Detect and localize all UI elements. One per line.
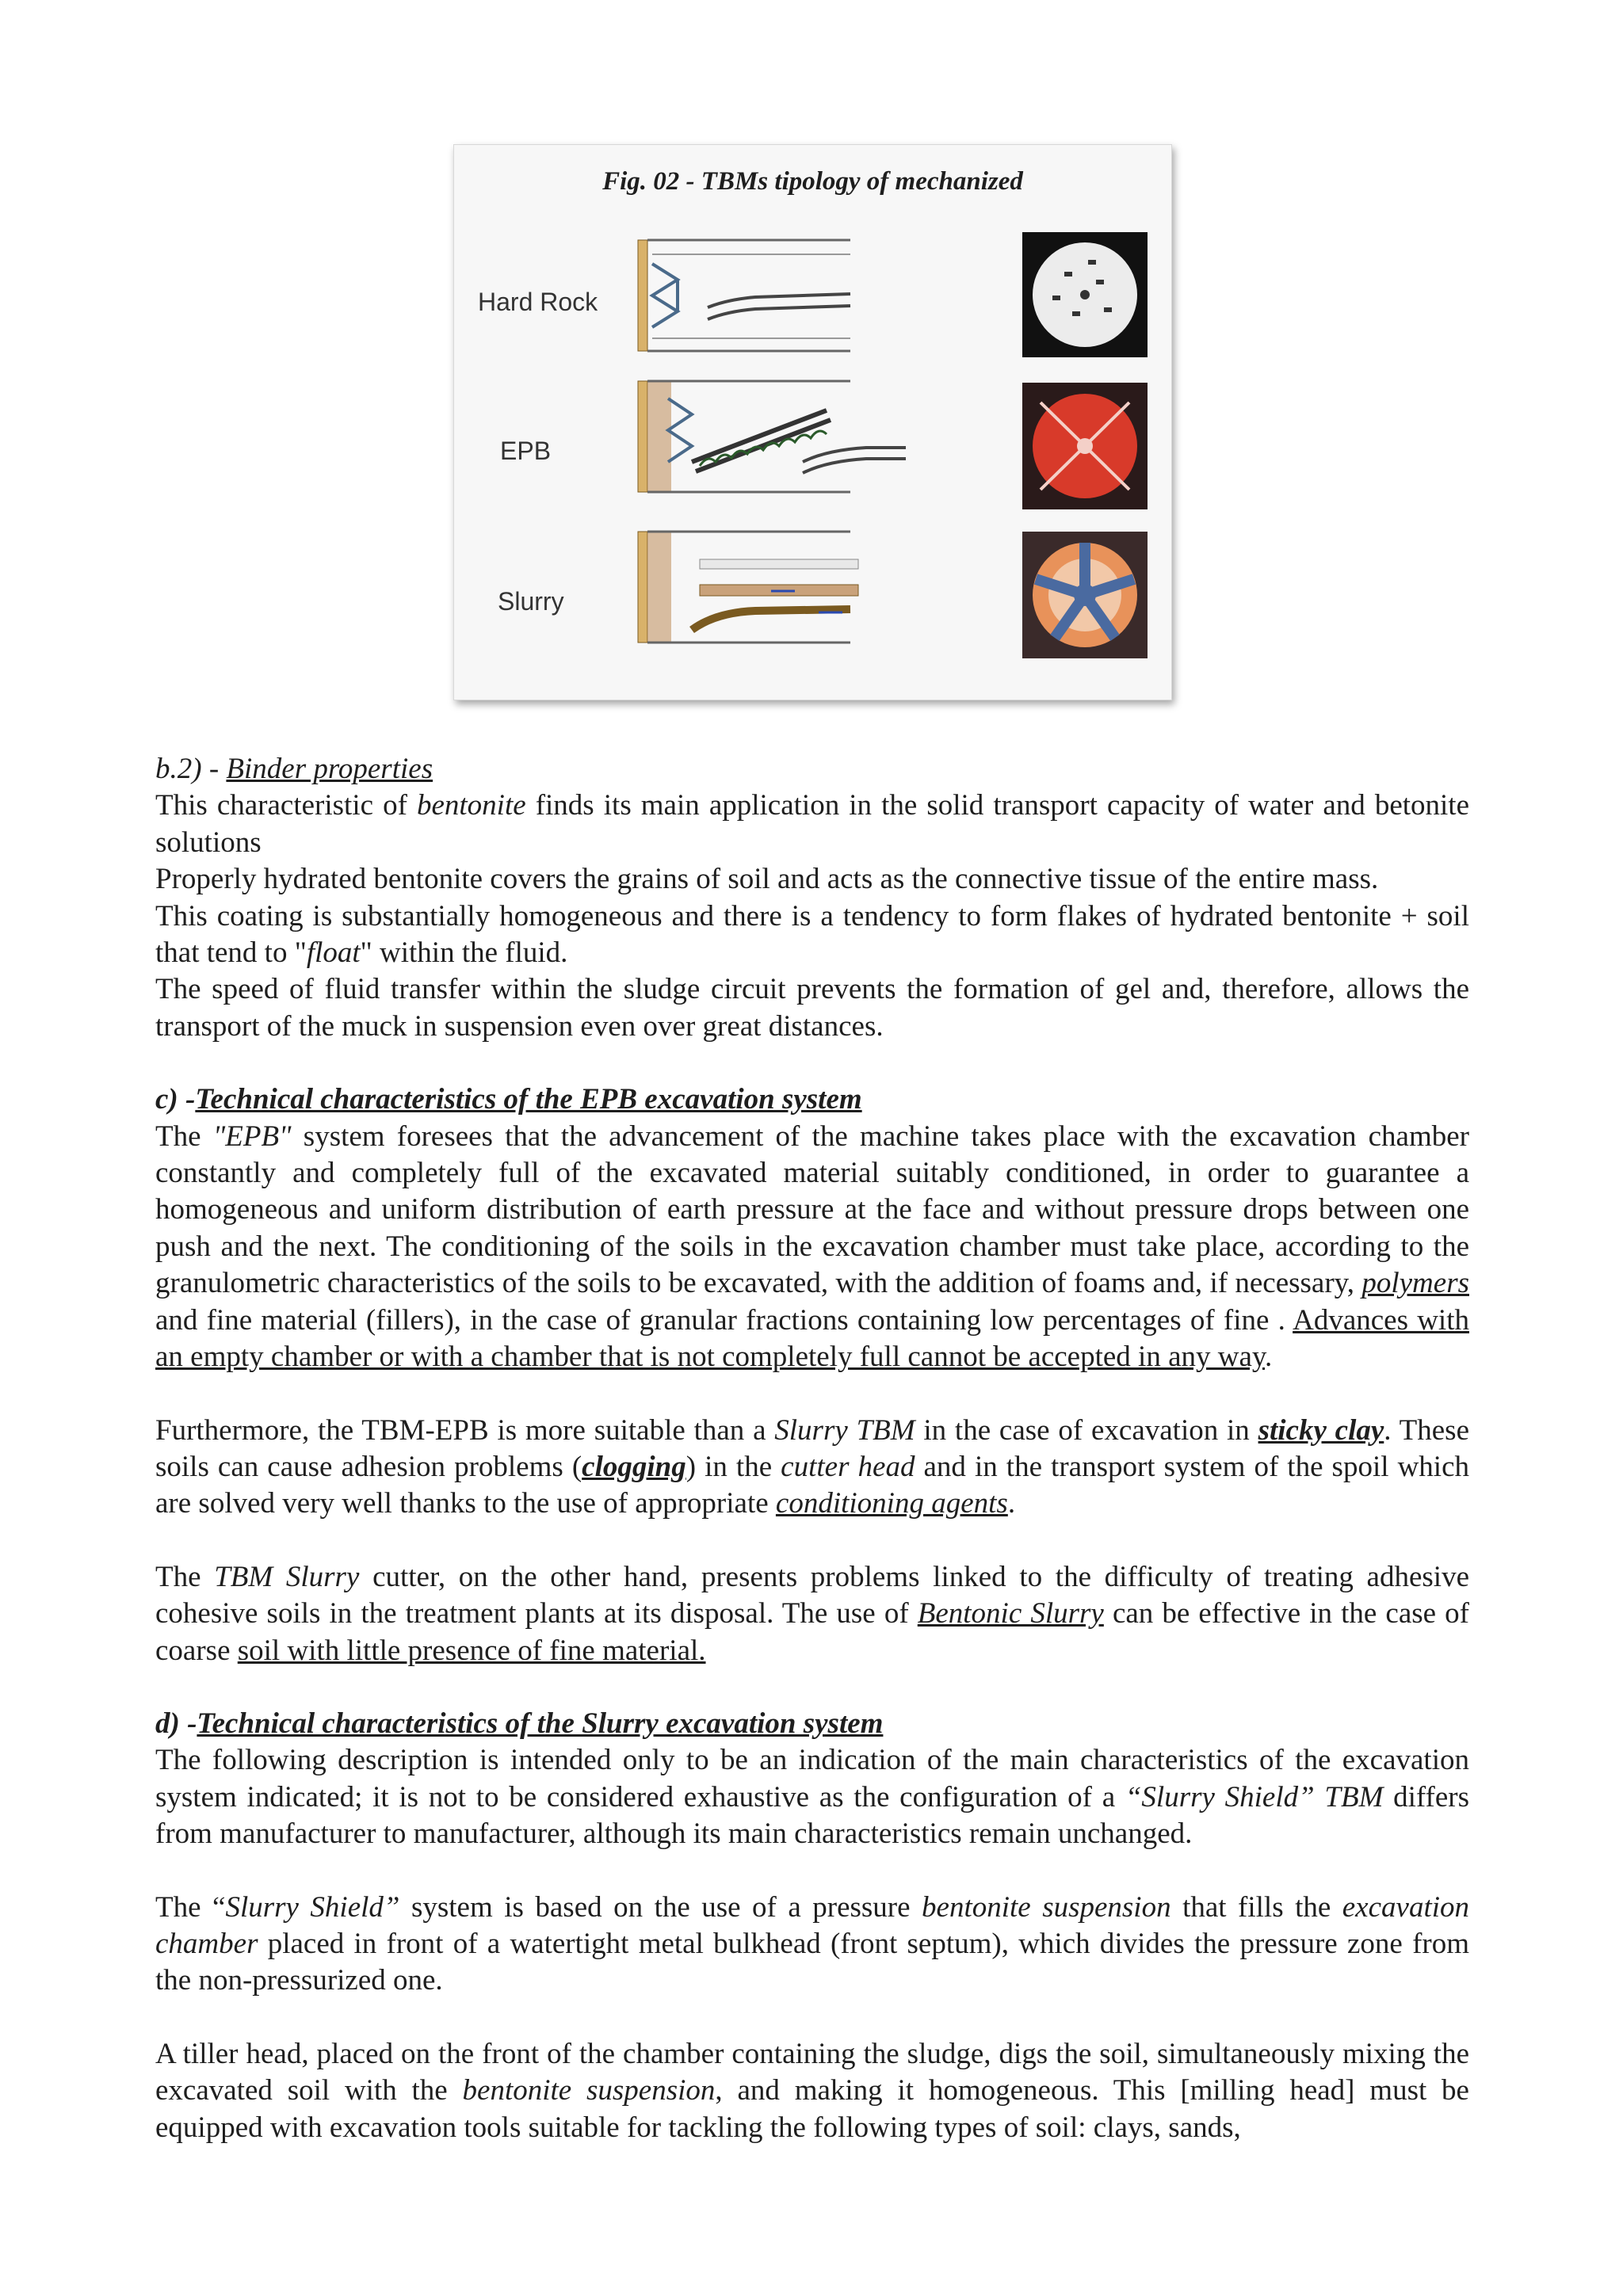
- text-run: " within the fluid.: [360, 936, 568, 970]
- epb-cutterhead-photo: [1022, 383, 1148, 509]
- c-heading: [155, 1081, 1469, 1118]
- text-run: system is based on the use of a pressure: [399, 1890, 922, 1924]
- c-paragraph-1: [155, 1119, 1469, 1376]
- d-prefix: d) -: [155, 1707, 197, 1740]
- text-run: in the case of excavation in: [915, 1413, 1258, 1447]
- c-paragraph-3: [155, 1559, 1469, 1669]
- text-run: Slurry TBM: [774, 1413, 915, 1447]
- text-run: Advances with an empty chamber or with a chamber that is not completely full cannot be accepted in any way: [155, 1303, 1469, 1374]
- text-run: TBM Slurry: [214, 1560, 360, 1593]
- text-run: Bentonic Slurry: [917, 1597, 1104, 1630]
- b2-heading: [155, 751, 1469, 788]
- text-run: system foresees that the advancement of the machine takes place with the excavation chamber constantly and completely full of the excavated material suitably conditioned, in order to guarantee a homogeneous and uniform distribution of earth pressure at the face and without pressure drops between one push and the next. The conditioning of the soils in the excavation chamber must take place, according to the granulometric characteristics of the soils to be excavated, with the addition of foams and, if necessary,: [155, 1119, 1469, 1300]
- text-run: The following description is intended only to be an indication of the main characteristics of the excavation system indicated; it is not to be considered exhaustive as the configuration of a: [155, 1744, 1469, 1814]
- text-run: clogging: [582, 1450, 686, 1483]
- text-run: Slurry Shield”: [225, 1890, 400, 1924]
- b2-paragraph-2: Properly hydrated bentonite covers the grains of soil and acts as the connective tissue of the entire mass.: [155, 863, 1379, 896]
- text-run: cutter, on the other hand, presents problems linked to the difficulty of treating adhesive cohesive soils in the treatment plants at its disposal. The use of: [155, 1560, 1469, 1630]
- text-run: sticky clay: [1258, 1413, 1384, 1447]
- text-run: finds its main application in the solid transport capacity of water and betonite solutions: [155, 789, 1470, 859]
- hard-rock-cutterhead-photo: [1022, 232, 1148, 357]
- text-run: bentonite suspension: [922, 1890, 1171, 1924]
- d-heading: [155, 1706, 1469, 1742]
- d-paragraph-3: [155, 2036, 1469, 2146]
- b2-title: Binder properties: [226, 753, 433, 785]
- d-title: Technical characteristics of the Slurry excavation system: [197, 1707, 884, 1740]
- text-run: differs from manufacturer to manufacturer, although its main characteristics remain unchanged.: [155, 1780, 1469, 1851]
- text-run: The: [155, 1119, 213, 1153]
- text-run: cutter head: [781, 1450, 915, 1483]
- text-run: conditioning agents: [775, 1487, 1008, 1520]
- b2-paragraph-1: [155, 788, 1469, 861]
- section-b2: [155, 751, 1469, 2146]
- tbm-diagrams: [454, 145, 1171, 700]
- tbm-typology-figure: [453, 144, 1172, 700]
- b2-paragraph-4: The speed of fluid transfer within the sludge circuit prevents the formation of gel and, therefore, allows the transport of the muck in suspension even over great distances.: [155, 973, 1469, 1043]
- text-run: and in the transport system of the spoil which are solved very well thanks to the use of appropriate: [155, 1450, 1469, 1520]
- label-hard-rock: Hard Rock: [478, 288, 598, 316]
- text-run: bentonite: [416, 789, 526, 822]
- figure-caption: Fig. 02 - TBMs tipology of mechanized: [602, 167, 1023, 196]
- text-run: “Slurry Shield” TBM: [1125, 1780, 1384, 1814]
- b2-paragraph-3: [155, 898, 1469, 972]
- d-paragraph-1: [155, 1742, 1469, 1852]
- text-run: placed in front of a watertight metal bulkhead (front septum), which divides the pressure zone from the non-pressurized one.: [155, 1927, 1469, 1997]
- slurry-cutterhead-photo: [1022, 532, 1148, 658]
- text-run: The “: [155, 1890, 226, 1924]
- text-run: and fine material (fillers), in the case of granular fractions containing low percentages of fine .: [155, 1303, 1293, 1337]
- text-run: This characteristic of: [155, 789, 417, 822]
- text-run: .: [1007, 1487, 1016, 1520]
- text-run: This coating is substantially homogeneous and there is a tendency to form flakes of hydrated bentonite + soil that tend to ": [155, 899, 1469, 970]
- label-slurry: Slurry: [498, 587, 564, 616]
- c-title: Technical characteristics of the EPB excavation system: [195, 1083, 862, 1116]
- epb-machine-diagram: [638, 381, 906, 492]
- text-run: "EPB": [212, 1119, 292, 1153]
- text-run: float: [306, 936, 361, 970]
- text-run: soil with little presence of fine material.: [237, 1634, 706, 1667]
- b2-prefix: b.2) -: [155, 753, 227, 785]
- d-paragraph-2: [155, 1890, 1469, 2000]
- label-epb: EPB: [500, 437, 552, 465]
- text-run: polymers: [1361, 1267, 1469, 1300]
- hard-rock-machine-diagram: [638, 240, 850, 351]
- text-run: .: [1265, 1341, 1273, 1374]
- text-run: excavation chamber: [155, 1890, 1469, 1960]
- text-run: . These soils can cause adhesion problems (: [155, 1413, 1470, 1483]
- text-run: bentonite suspension: [462, 2074, 716, 2107]
- text-run: Furthermore, the TBM-EPB is more suitable than a: [155, 1413, 775, 1447]
- c-prefix: c) -: [155, 1083, 196, 1116]
- text-run: that fills the: [1170, 1890, 1342, 1924]
- text-run: A tiller head, placed on the front of the chamber containing the sludge, digs the soil, simultaneously mixing the excavated soil with the: [155, 2037, 1469, 2107]
- c-paragraph-2: [155, 1413, 1469, 1523]
- slurry-machine-diagram: [638, 532, 858, 643]
- text-run: can be effective in the case of coarse: [155, 1597, 1469, 1667]
- text-run: The: [155, 1560, 215, 1593]
- text-run: ) in the: [685, 1450, 781, 1483]
- text-run: , and making it homogeneous. This [milling head] must be equipped with excavation tools suitable for tackling the following types of soil: clays, sands,: [155, 2074, 1469, 2144]
